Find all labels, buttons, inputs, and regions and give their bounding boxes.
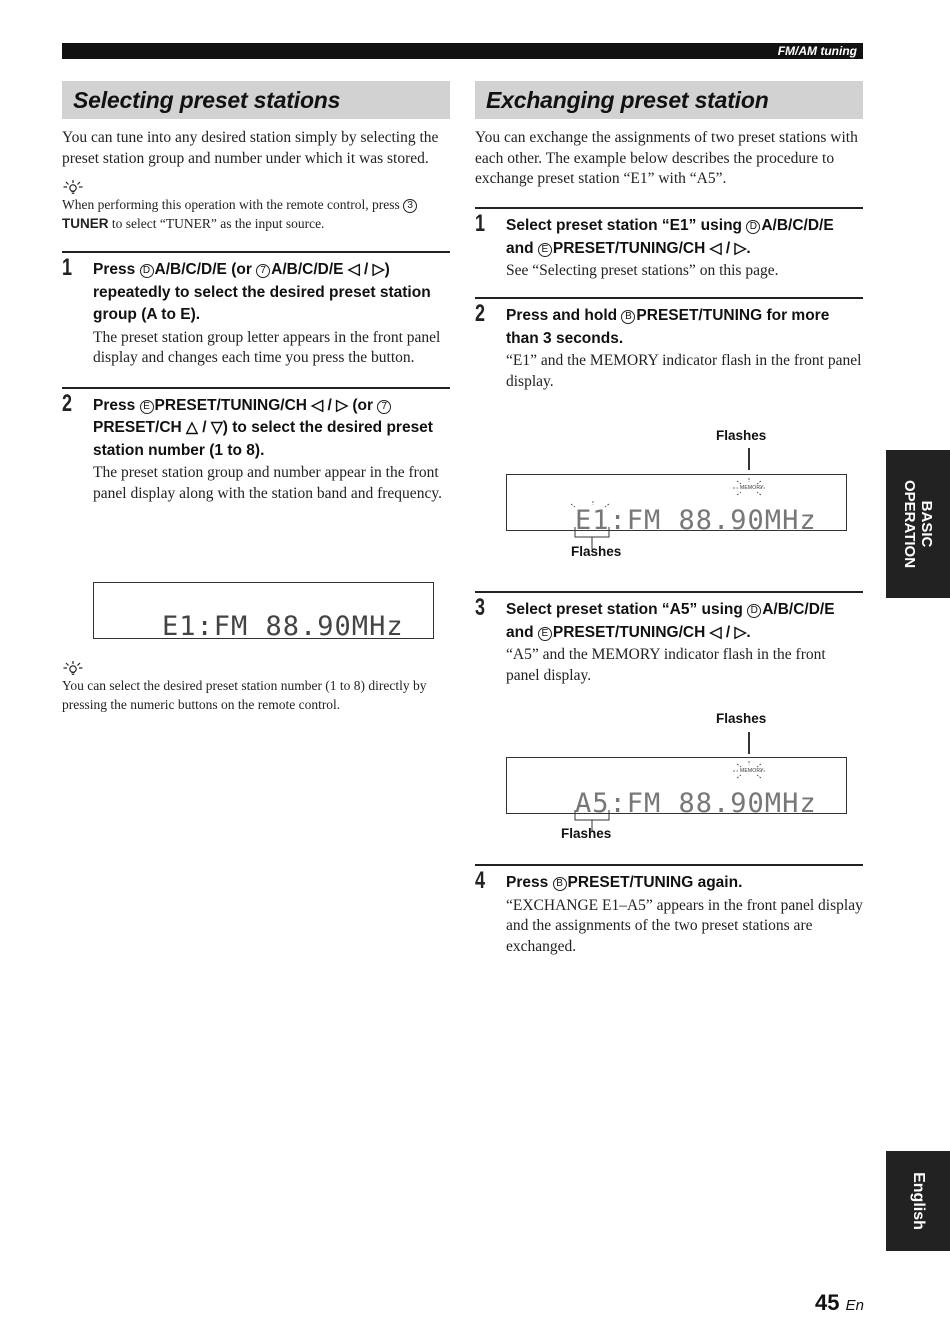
right-column (475, 81, 863, 190)
display-text: E1:FM 88.90MHz (162, 611, 404, 642)
step-instruction: Press D A/B/C/D/E (or 7 A/B/C/D/E ◁ / ▷) repeatedly to select the desired preset station group (A to E). (93, 261, 431, 323)
lightbulb-icon (62, 660, 84, 676)
flash-rays-icon (731, 477, 767, 499)
header-bar (62, 43, 863, 59)
step-number: 4 (475, 867, 486, 894)
step-description: “E1” and the MEMORY indicator flash in the front panel display. (506, 352, 862, 390)
button-b-icon: B (621, 310, 635, 324)
tab-label: BASIC OPERATION (901, 479, 935, 569)
step-instruction: Press B PRESET/TUNING again. (506, 874, 743, 891)
right-step-4 (475, 864, 863, 957)
step-description: “A5” and the MEMORY indicator flash in the front panel display. (506, 646, 826, 684)
tip-remote (62, 179, 450, 233)
right-section-header (475, 81, 863, 119)
english-tab (886, 1151, 950, 1251)
button-e-icon: E (538, 243, 552, 257)
flashes-label-top: Flashes (716, 711, 767, 726)
left-step-2 (62, 387, 450, 505)
step-description: See “Selecting preset stations” on this page. (506, 262, 779, 279)
right-intro: You can exchange the assignments of two preset stations with each other. The example below describes the procedure to exchange preset station “E1” with “A5”. (475, 129, 858, 187)
front-panel-display (93, 582, 434, 642)
step-number: 2 (475, 300, 486, 327)
tab-label: English (910, 1172, 927, 1230)
right-section-title: Exchanging preset station (486, 87, 769, 113)
left-intro: You can tune into any desired station simply by selecting the preset station group and number under which it was stored. (62, 129, 439, 167)
callout-line (748, 448, 750, 470)
step-number: 1 (62, 254, 73, 281)
tip-numeric (62, 660, 450, 714)
button-d-icon: D (746, 220, 760, 234)
step-instruction: Press and hold B PRESET/TUNING for more than 3 seconds. (506, 307, 830, 347)
left-column (62, 81, 450, 504)
memory-indicator: MEMORY (740, 485, 764, 491)
tip-numeric-text: You can select the desired preset station number (1 to 8) directly by pressing the numeric buttons on the remote control. (62, 678, 427, 712)
flashes-label-bottom: Flashes (571, 544, 622, 559)
step-description: The preset station group and number appear in the front panel display along with the station band and frequency. (93, 464, 442, 502)
lightbulb-icon (62, 179, 84, 195)
button-7-icon: 7 (256, 264, 270, 278)
flashes-label-bottom: Flashes (561, 826, 612, 841)
right-step-3 (475, 591, 863, 686)
section-label: FM/AM tuning (777, 44, 857, 58)
step-description: “EXCHANGE E1–A5” appears in the front panel display and the assignments of the two preset stations are exchanged. (506, 896, 863, 955)
step-number: 1 (475, 210, 486, 237)
button-d-icon: D (140, 264, 154, 278)
tip-remote-text: When performing this operation with the remote control, press 3TUNER to select “TUNER” as the input source. (62, 195, 450, 233)
button-3-icon: 3 (403, 199, 417, 213)
flash-rays-icon (731, 760, 767, 782)
front-panel-display (506, 757, 847, 819)
step-number: 2 (62, 389, 73, 417)
button-7-icon: 7 (377, 400, 391, 414)
button-e-icon: E (140, 400, 154, 414)
basic-operation-tab (886, 450, 950, 598)
button-d-icon: D (747, 604, 761, 618)
memory-indicator: MEMORY (740, 768, 764, 774)
callout-line (748, 732, 750, 754)
left-step-1 (62, 251, 450, 369)
button-b-icon: B (553, 877, 567, 891)
step-description: The preset station group letter appears in the front panel display and changes each time you press the button. (93, 328, 441, 366)
step-instruction: Press E PRESET/TUNING/CH ◁ / ▷ (or 7PRESET/CH △ / ▽) to select the desired preset station number (1 to 8). (93, 396, 433, 459)
front-panel-display (506, 474, 847, 536)
page-number: 45 En (815, 1290, 864, 1315)
step-instruction: Select preset station “A5” using D A/B/C/D/E and E PRESET/TUNING/CH ◁ / ▷. (506, 601, 835, 641)
display-text: E1:FM 88.90MHz (575, 505, 817, 536)
step-number: 3 (475, 594, 486, 621)
right-step-1 (475, 207, 863, 282)
flashes-label-top: Flashes (716, 428, 767, 443)
left-section-header (62, 81, 450, 119)
left-section-title: Selecting preset stations (73, 87, 341, 113)
step-instruction: Select preset station “E1” using D A/B/C/D/E and E PRESET/TUNING/CH ◁ / ▷. (506, 217, 834, 257)
button-e-icon: E (538, 627, 552, 641)
display-text: A5:FM 88.90MHz (575, 788, 817, 819)
right-step-2 (475, 297, 863, 392)
